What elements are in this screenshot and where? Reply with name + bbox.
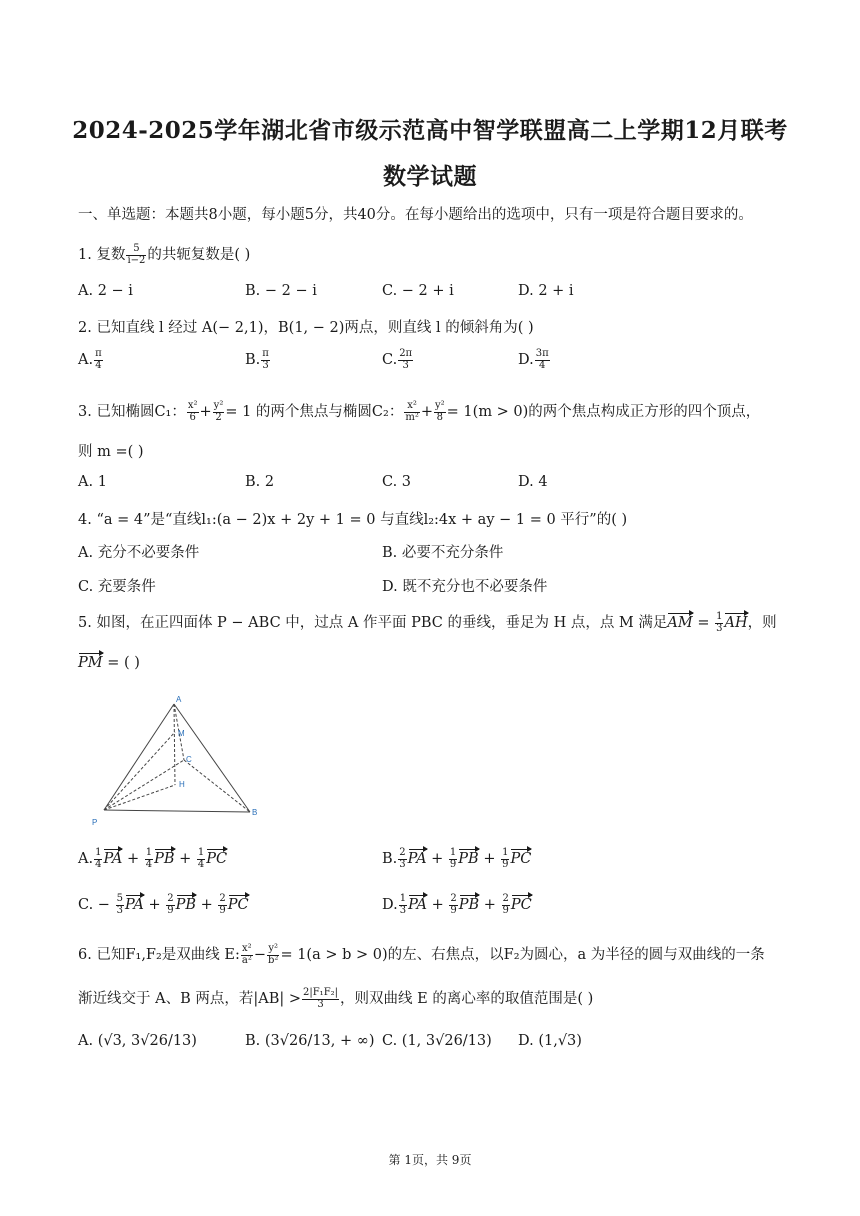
- q5-vector-am: AM: [667, 615, 693, 631]
- q2-d-num: 3π: [535, 348, 549, 359]
- q3-frac-4: [434, 401, 446, 423]
- q5-coef-den: 4: [145, 858, 153, 870]
- q5-coef-num: 2: [219, 893, 226, 904]
- q5-option-a: [78, 848, 227, 870]
- q2-d-label: D.: [518, 352, 534, 368]
- edge-pb: [104, 810, 250, 812]
- edge-pc: [104, 760, 184, 810]
- q5-coef-den: 9: [450, 904, 457, 916]
- q2-option-c: [382, 349, 414, 371]
- q5-coef-num: 2: [167, 893, 174, 904]
- q2-b-den: 3: [262, 359, 269, 371]
- q5-coefficient: [116, 894, 124, 916]
- q6-stem-line2: [78, 987, 593, 1010]
- q5-coef-den: 4: [95, 858, 102, 870]
- q1-option-b: B. − 2 − i: [245, 283, 317, 299]
- q5-coef-den: 3: [399, 858, 406, 870]
- question-4-stem: 4. “a = 4”是“直线l₁:(a − 2)x + 2y + 1 = 0 与直线l₂:4x + ay − 1 = 0 平行”的( ): [78, 512, 628, 528]
- q2-option-a: [78, 349, 104, 371]
- q5-coef-den: 3: [399, 904, 407, 916]
- q6-option-b: B. (3√26/13, + ∞): [245, 1033, 375, 1049]
- q5-coefficient: [502, 894, 510, 916]
- q6-option-a: A. (√3, 3√26/13): [78, 1033, 197, 1049]
- q2-c-num: 2π: [399, 348, 413, 359]
- q3-f2-den: 2: [215, 411, 222, 423]
- q6-line2-frac-num: 2|F₁F₂|: [303, 987, 339, 998]
- question-2-stem: 2. 已知直线 l 经过 A(− 2,1)，B(1, − 2)两点，则直线 l 的倾斜角为( ): [78, 320, 534, 336]
- q5-coef-num: 1: [197, 847, 205, 858]
- q5-vector: PA: [407, 851, 427, 867]
- q5-sign: +: [426, 851, 448, 867]
- q3-f4-den: 8: [436, 411, 444, 423]
- q3-option-a: A. 1: [78, 474, 107, 490]
- q6-f1-num: x²: [242, 943, 252, 954]
- q2-c-label: C.: [382, 352, 398, 368]
- q5-vector: PA: [124, 897, 144, 913]
- q2-c-den: 3: [402, 359, 409, 371]
- q4-option-c: C. 充要条件: [78, 579, 156, 595]
- q5-coef-num: 1: [145, 847, 153, 858]
- q5-coef-num: 2: [399, 847, 406, 858]
- q1-frac-den: i−2: [127, 254, 146, 266]
- label-p: P: [92, 818, 98, 827]
- q5-vector: PB: [154, 851, 175, 867]
- label-a: A: [176, 695, 182, 704]
- q5-vector: PC: [510, 851, 532, 867]
- q5-vector: PC: [510, 897, 532, 913]
- label-c: C: [186, 755, 192, 764]
- q4-option-a: A. 充分不必要条件: [78, 545, 200, 561]
- q5-fraction: [715, 612, 723, 634]
- q5-coefficient: [399, 894, 407, 916]
- q2-b-frac: [261, 349, 270, 371]
- q6-text-b: = 1(a > b > 0)的左、右焦点，以F₂为圆心，a 为半径的圆与双曲线的一条: [280, 947, 765, 963]
- q5-coef-num: 1: [449, 847, 457, 858]
- q2-c-frac: [398, 349, 413, 371]
- q5-coef-den: 9: [167, 904, 174, 916]
- q1-option-d: D. 2 + i: [518, 283, 574, 299]
- q5-option-d: [382, 894, 532, 916]
- q5-frac-num: 1: [716, 611, 723, 622]
- q3-f3-num: x²: [404, 401, 420, 413]
- q5-coef-num: 5: [116, 893, 123, 904]
- q6-f2-num: y²: [268, 943, 279, 954]
- q3-option-d: D. 4: [518, 474, 548, 490]
- q2-option-b: [245, 349, 271, 371]
- q5-line2-rest: = ( ): [102, 655, 140, 671]
- q5-sign: +: [427, 897, 449, 913]
- q5-text-end: ，则: [747, 615, 777, 631]
- q6-line2-a: 渐近线交于 A、B 两点，若|AB| >: [78, 991, 302, 1007]
- q5-option-c: [78, 894, 249, 916]
- q6-line2-frac-den: 3: [317, 998, 324, 1010]
- q5-coef-num: 1: [399, 893, 407, 904]
- q5-coefficient: [197, 848, 205, 870]
- q5-coefficient: [166, 894, 174, 916]
- q5-coef-num: 2: [502, 893, 509, 904]
- q6-option-d: D. (1,√3): [518, 1033, 582, 1049]
- q5-coefficient: [94, 848, 102, 870]
- q3-f1-num: x²: [187, 400, 198, 411]
- q5-coefficient: [449, 848, 457, 870]
- segment-ph: [104, 785, 175, 810]
- q6-frac-1: [241, 944, 253, 966]
- q1-option-a: A. 2 − i: [78, 283, 133, 299]
- q3-frac-1: [187, 401, 199, 423]
- edge-pa: [104, 704, 174, 810]
- label-b: B: [252, 808, 258, 817]
- q5-coef-num: 1: [502, 847, 509, 858]
- q3-frac-3: [404, 401, 420, 423]
- q5-vector: PB: [175, 897, 197, 913]
- q5-vector: PA: [103, 851, 123, 867]
- q5-option-label: B.: [382, 851, 398, 867]
- question-6-stem: 6. 已知F₁,F₂是双曲线 E: $\frac{\text{x²}}{\text{a²}}$ − $\frac{\text{y²}}{\text{b²}}$ = 1(a > b > 0)的左、右焦点，以F₂为圆心，a 为半径的圆与双曲线的一条: [78, 943, 765, 966]
- q6-line2-b: ，则双曲线 E 的离心率的取值范围是( ): [340, 991, 594, 1007]
- q5-coefficient: [398, 848, 406, 870]
- q2-a-den: 4: [95, 359, 102, 371]
- q5-vector-ah: AH: [724, 615, 748, 631]
- q3-frac-2: [213, 401, 225, 423]
- q6-f1-den: a²: [241, 954, 252, 966]
- question-1-stem: [78, 243, 250, 266]
- q5-vector: PB: [458, 851, 479, 867]
- q5-coef-den: 9: [219, 904, 226, 916]
- q3-text-a: 3. 已知椭圆C₁：: [78, 404, 186, 420]
- q5-coef-den: 9: [502, 858, 509, 870]
- tetrahedron-figure: [86, 692, 266, 832]
- q5-coef-den: 9: [502, 904, 509, 916]
- q4-option-b: B. 必要不充分条件: [382, 545, 504, 561]
- q2-b-num: π: [262, 348, 269, 359]
- q5-sign: +: [478, 851, 501, 867]
- q6-line2-frac: [302, 988, 339, 1010]
- q5-sign: +: [122, 851, 144, 867]
- q3-f4-num: y²: [435, 400, 445, 411]
- segment-pm: [104, 732, 175, 810]
- q5-option-label: A.: [78, 851, 94, 867]
- q5-coefficient: [145, 848, 153, 870]
- q5-coef-num: 1: [95, 847, 102, 858]
- q1-text-b: 的共轭复数是( ): [147, 247, 251, 263]
- q5-vector: PA: [408, 897, 427, 913]
- q5-vector-pm: PM: [78, 655, 103, 671]
- q5-sign: +: [479, 897, 501, 913]
- q5-sign: +: [196, 897, 218, 913]
- q6-frac-2: [267, 944, 279, 966]
- q1-text-a: 1. 复数: [78, 247, 126, 263]
- q5-stem-line2: [78, 655, 140, 671]
- q5-coefficient: [218, 894, 226, 916]
- q2-d-frac: [535, 349, 550, 371]
- question-5-stem: [78, 611, 777, 634]
- q5-coef-den: 4: [197, 858, 205, 870]
- q3-option-c: C. 3: [382, 474, 412, 490]
- edge-cb: [184, 760, 250, 812]
- q4-option-d: D. 既不充分也不必要条件: [382, 579, 548, 595]
- q5-text-a: 5. 如图，在正四面体 P − ABC 中，过点 A 作平面 PBC 的垂线，垂足为 H 点，点 M 满足: [78, 615, 668, 631]
- section-heading: 一、单选题：本题共8小题，每小题5分，共40分。在每小题给出的选项中，只有一项是符合题目要求的。: [78, 207, 753, 223]
- q2-b-label: B.: [245, 352, 261, 368]
- q2-a-num: π: [95, 348, 102, 359]
- q5-eq: =: [692, 615, 715, 631]
- q5-vector: PC: [206, 851, 228, 867]
- q3-f1-den: 6: [189, 411, 196, 423]
- exam-subtitle: 数学试题: [383, 163, 477, 190]
- q5-coef-num: 2: [450, 893, 457, 904]
- label-m: M: [178, 729, 185, 738]
- altitude-ah: [174, 704, 175, 785]
- q5-frac-den: 3: [716, 622, 723, 634]
- q2-option-d: [518, 349, 551, 371]
- q5-sign: −: [93, 897, 115, 913]
- label-h: H: [179, 780, 185, 789]
- q1-frac-num: 5: [126, 244, 146, 256]
- q5-option-label: D.: [382, 897, 398, 913]
- exam-title: 2024-2025学年湖北省市级示范高中智学联盟高二上学期12月联考: [72, 117, 788, 144]
- q5-sign: +: [174, 851, 196, 867]
- page-footer: 第 1页，共 9页: [388, 1153, 472, 1167]
- q5-coef-den: 3: [116, 904, 123, 916]
- q3-option-b: B. 2: [245, 474, 275, 490]
- q6-text-a: 6. 已知F₁,F₂是双曲线 E:: [78, 947, 240, 963]
- q5-vector: PC: [227, 897, 249, 913]
- q5-coefficient: [501, 848, 509, 870]
- q2-a-label: A.: [78, 352, 94, 368]
- question-3-stem: 3. 已知椭圆C₁： $\frac{\text{x²}}{6}$ + $\frac{\text{y²}}{2}$ = 1 的两个焦点与椭圆C₂： $\frac{\text{x²}}{\text{m²}}$ + $\frac{\text{y²}}{8}$ = 1(m > 0)的两个焦点构成正方形的四个顶点，: [78, 400, 761, 423]
- q2-d-den: 4: [539, 359, 546, 371]
- q3-f3-den: m²: [405, 411, 419, 423]
- q6-option-c: C. (1, 3√26/13): [382, 1033, 492, 1049]
- q3-f2-num: y²: [213, 400, 224, 411]
- q5-coef-den: 9: [449, 858, 457, 870]
- q5-coefficient: [449, 894, 457, 916]
- q5-sign: +: [143, 897, 166, 913]
- q2-a-frac: [94, 349, 103, 371]
- q3-stem-line2: 则 m =( ): [78, 444, 144, 460]
- q1-fraction: [126, 244, 146, 266]
- q6-f2-den: b²: [268, 954, 279, 966]
- q3-text-b: = 1 的两个焦点与椭圆C₂：: [225, 404, 404, 420]
- q3-text-c: = 1(m > 0)的两个焦点构成正方形的四个顶点，: [446, 404, 761, 420]
- q5-option-b: [382, 848, 531, 870]
- q5-option-label: C.: [78, 897, 94, 913]
- q1-option-c: C. − 2 + i: [382, 283, 454, 299]
- q5-vector: PB: [458, 897, 480, 913]
